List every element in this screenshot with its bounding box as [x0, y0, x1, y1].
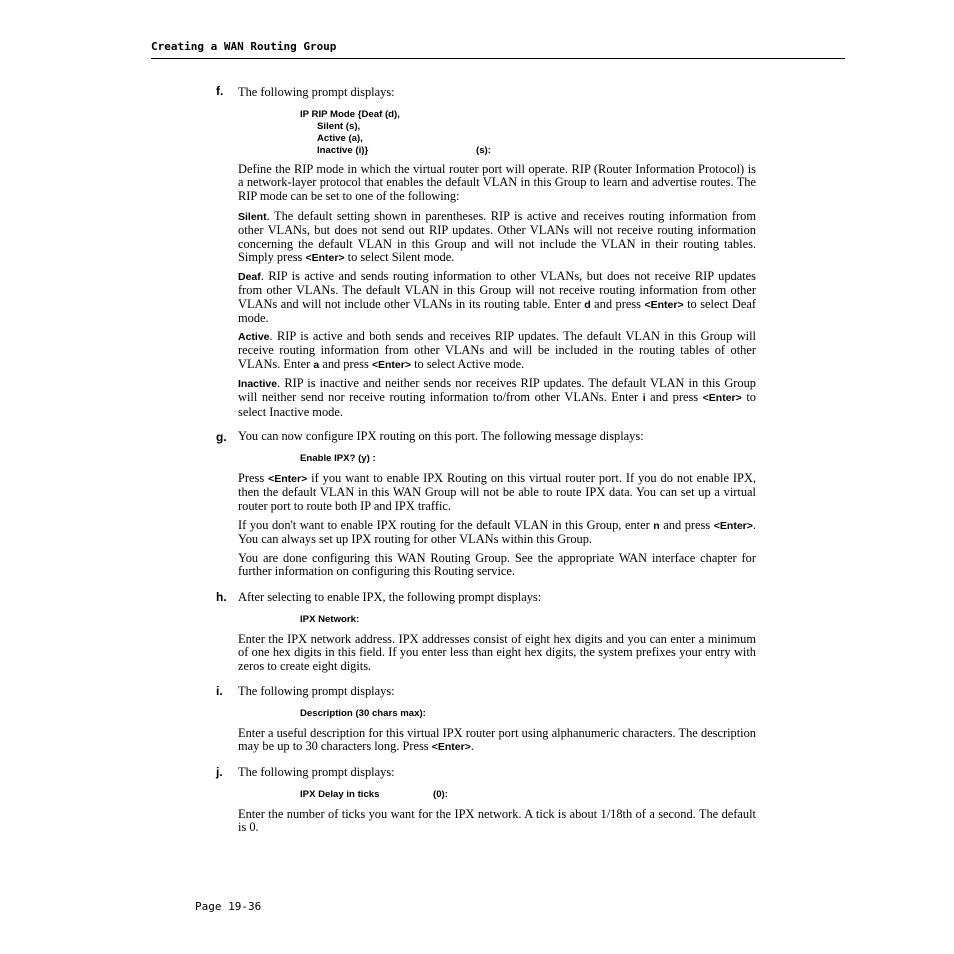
deaf-mode-paragraph: [238, 270, 756, 326]
deaf-end: to select Deaf mode.: [238, 296, 757, 326]
enter-key: <Enter>: [702, 392, 742, 405]
rip-mode-prompt-default: (s):: [476, 145, 491, 156]
inactive-end: to select Inactive mode.: [238, 390, 756, 419]
inactive-mode-paragraph: [238, 377, 756, 419]
ipx-network-description: Enter the IPX network address. IPX addresses consist of eight hex digits and you can enter a minimum of one hex digits in this field. If you enter less than eight hex digits, the system prefixes your entry with zeros to create eight digits.: [238, 632, 756, 673]
page-number: Page 19-36: [195, 900, 262, 913]
description-paragraph: [238, 727, 756, 755]
deaf-mid: and press: [590, 296, 645, 311]
text: Press: [238, 471, 269, 485]
text: if you want to enable IPX Routing on this virtual router port. If you do not enable IPX, then the default VLAN in this WAN Group will not be able to route IPX data. You can set up a virtual router port to route both IP and IPX traffic.: [238, 471, 756, 513]
enable-ipx-prompt: Enable IPX? (y) :: [300, 453, 376, 464]
active-end: to select Active mode.: [410, 356, 525, 371]
active-label: Active: [238, 331, 270, 343]
text: .: [470, 739, 474, 754]
done-configuring-paragraph: You are done configuring this WAN Routing Group. See the appropriate WAN interface chapter for further information on configuring this Routing service.: [238, 551, 756, 579]
text: . You can always set up IPX routing for other VLANs within this Group.: [238, 518, 756, 547]
deaf-text: . RIP is active and sends routing information to other VLANs, but does not receive RIP updates from other VLANs. The default VLAN in this Group will not receive routing information from other VLANs and will not include other VLANs in its routing table. Enter: [238, 269, 756, 311]
ipx-delay-description: Enter the number of ticks you want for the IPX network. A tick is about 1/18th of a second. The default is 0.: [238, 807, 756, 835]
step-f-intro: The following prompt displays:: [238, 85, 395, 99]
n-key: n: [653, 520, 660, 532]
description-prompt: Description (30 chars max):: [300, 708, 426, 719]
disable-ipx-paragraph: [238, 519, 756, 547]
silent-end: to select Silent mode.: [344, 250, 455, 265]
rip-mode-prompt: [300, 109, 400, 121]
step-i-intro: The following prompt displays:: [238, 684, 395, 698]
rip-mode-description: Define the RIP mode in which the virtual router port will operate. RIP (Router Information Protocol) is a network-layer protocol that enables the default VLAN in this Group to learn and advertise routes. The RIP mode can be set to one of the following:: [238, 162, 756, 203]
silent-mode-paragraph: [238, 210, 756, 266]
enter-key: <Enter>: [305, 252, 345, 265]
text: If you don't want to enable IPX routing for the default VLAN in this Group, enter: [238, 518, 654, 532]
rip-mode-prompt-silent: Silent (s),: [317, 121, 361, 132]
enter-key: <Enter>: [371, 358, 411, 371]
step-f-letter: f.: [216, 84, 224, 98]
rip-mode-prompt-inactive: Inactive (i)}: [317, 145, 369, 156]
running-header: Creating a WAN Routing Group: [151, 40, 337, 53]
active-mid: and press: [319, 356, 372, 371]
prompt-line: IP RIP Mode {Deaf (d),: [300, 109, 400, 120]
text: and press: [659, 518, 714, 532]
enter-key: <Enter>: [713, 520, 753, 532]
step-h-intro: After selecting to enable IPX, the following prompt displays:: [238, 590, 542, 604]
step-g-letter: g.: [216, 430, 227, 444]
deaf-key: d: [584, 298, 591, 311]
enter-key: <Enter>: [431, 741, 471, 754]
silent-label: Silent: [238, 211, 267, 223]
ipx-network-prompt: IPX Network:: [300, 614, 360, 625]
active-key: a: [313, 358, 320, 371]
deaf-label: Deaf: [238, 271, 261, 283]
inactive-text: . RIP is inactive and neither sends nor receives RIP updates. The default VLAN in this Group will neither send nor receive routing information to/from other VLANs. Enter: [238, 376, 756, 405]
step-j-letter: j.: [216, 765, 223, 779]
header-rule: [151, 58, 845, 59]
enter-key: <Enter>: [644, 298, 684, 311]
active-mode-paragraph: [238, 330, 756, 372]
inactive-mid: and press: [645, 390, 703, 405]
active-text: . RIP is active and both sends and receives RIP updates. The default VLAN in this Group will receive routing information from other VLANs and will be included in the routing tables of other VLANs. Enter: [238, 329, 756, 371]
step-g-intro: You can now configure IPX routing on this port. The following message displays:: [238, 429, 644, 443]
ipx-delay-prompt-default: (0):: [433, 789, 448, 800]
step-j-intro: The following prompt displays:: [238, 765, 395, 779]
inactive-label: Inactive: [238, 378, 278, 390]
enable-ipx-paragraph: [238, 472, 756, 513]
rip-mode-prompt-active: Active (a),: [317, 133, 363, 144]
step-h-letter: h.: [216, 590, 227, 604]
step-i-letter: i.: [216, 684, 223, 698]
text: Enter a useful description for this virtual IPX router port using alphanumeric characters. The description may be up to 30 characters long. Press: [238, 726, 756, 754]
silent-text: . The default setting shown in parentheses. RIP is active and receives routing information from other VLANs, but does not send out RIP updates. Other VLANs will not receive routing information concerning the default VLAN in this Group and will not include the VLAN in their routing tables. Simply press: [238, 209, 756, 265]
inactive-key: i: [642, 392, 646, 405]
enter-key: <Enter>: [268, 473, 308, 485]
ipx-delay-prompt-label: IPX Delay in ticks: [300, 789, 380, 800]
